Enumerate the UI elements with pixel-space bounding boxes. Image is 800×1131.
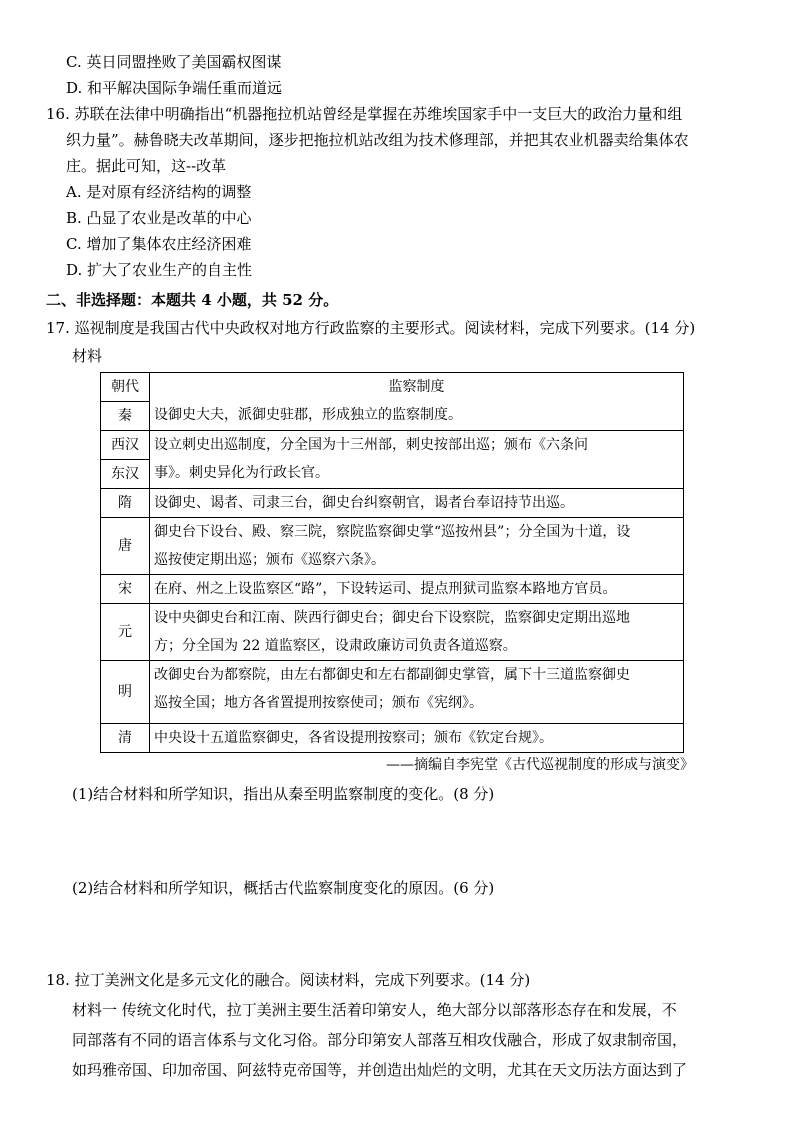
dynasty-donghan: 东汉	[101, 460, 150, 489]
q18-para-line3: 如玛雅帝国、印加帝国、阿兹特克帝国等，并创造出灿烂的文明，尤其在天文历法方面达到了	[72, 1061, 688, 1079]
q16-stem-line3: 庄。据此可知，这--改革	[66, 157, 227, 175]
header-system-label: 监察制度	[388, 379, 445, 395]
q17-stem: 17. 巡视制度是我国古代中央政权对地方行政监察的主要形式。阅读材料，完成下列要求。(14 分)	[46, 319, 696, 337]
q16-stem-line2: 织力量”。赫鲁晓夫改革期间，逐步把拖拉机站改组为技术修理部，并把其农业机器卖给集体农	[66, 131, 689, 149]
table-row	[101, 661, 684, 724]
table-row	[101, 489, 684, 518]
table-row-ming-text1: 改御史台为都察院，由左右都御史和左右都副御史掌管，属下十三道监察御史	[154, 667, 630, 683]
ming-text-cell	[150, 661, 684, 724]
dynasty-qin: 秦	[101, 402, 150, 431]
table-row	[101, 604, 684, 661]
section-heading: 二、非选择题：本题共 4 小题，共 52 分。	[46, 291, 339, 309]
table-row-tang-text1: 御史台下设台、殿、察三院，察院监察御史掌“巡按州县”；分全国为十道，设	[154, 524, 631, 540]
q16-option-b: B. 凸显了农业是改革的中心	[66, 209, 252, 227]
table-row-ming-text2: 巡按全国；地方各省置提刑按察使司；颁布《宪纲》。	[154, 695, 483, 711]
table-header-row	[101, 373, 684, 402]
q18-para-line2: 同部落有不同的语言体系与文化习俗。部分印第安人部落互相攻伐融合，形成了奴隶制帝国，	[72, 1031, 688, 1049]
tang-text-cell	[150, 518, 684, 575]
table-row-qing-text: 中央设十五道监察御史，各省设提刑按察司；颁布《钦定台规》。	[150, 724, 684, 753]
table-row	[101, 575, 684, 604]
dynasty-xihan: 西汉	[101, 431, 150, 460]
table-row	[101, 518, 684, 575]
header-system	[150, 373, 684, 431]
yuan-text-cell	[150, 604, 684, 661]
table-row	[101, 724, 684, 753]
q18-stem: 18. 拉丁美洲文化是多元文化的融合。阅读材料，完成下列要求。(14 分)	[46, 971, 531, 989]
table-row-song-text: 在府、州之上设监察区“路”，下设转运司、提点刑狱司监察本路地方官员。	[150, 575, 684, 604]
supervision-table	[100, 372, 684, 753]
q15-option-c: C. 英日同盟挫败了美国霸权图谋	[66, 53, 282, 71]
table-row-qin-text: 设御史大夫，派御史驻郡，形成独立的监察制度。	[154, 407, 462, 423]
q18-para-line1: 材料一 传统文化时代，拉丁美洲主要生活着印第安人，绝大部分以部落形态存在和发展，不	[72, 1001, 677, 1019]
han-text-cell	[150, 431, 684, 489]
header-dynasty: 朝代	[101, 373, 150, 402]
dynasty-qing: 清	[101, 724, 150, 753]
table-row	[101, 431, 684, 460]
q17-sub2: (2)结合材料和所学知识，概括古代监察制度变化的原因。(6 分)	[72, 879, 495, 897]
dynasty-ming: 明	[101, 661, 150, 724]
table-row-sui-text: 设御史、谒者、司隶三台，御史台纠察朝官，谒者台奉诏持节出巡。	[150, 489, 684, 518]
table-row-donghan-text: 事》。刺史异化为行政长官。	[154, 465, 329, 481]
dynasty-yuan: 元	[101, 604, 150, 661]
q17-sub1: (1)结合材料和所学知识，指出从秦至明监察制度的变化。(8 分)	[72, 785, 495, 803]
table-row-yuan-text1: 设中央御史台和江南、陕西行御史台；御史台下设察院，监察御史定期出巡地	[154, 610, 630, 626]
dynasty-tang: 唐	[101, 518, 150, 575]
table-row-xihan-text: 设立刺史出巡制度，分全国为十三州部，刺史按部出巡；颁布《六条问	[154, 437, 588, 453]
q16-stem-line1: 16. 苏联在法律中明确指出“机器拖拉机站曾经是掌握在苏维埃国家手中一支巨大的政治力量和组	[46, 105, 683, 123]
q16-option-c: C. 增加了集体农庄经济困难	[66, 235, 252, 253]
dynasty-song: 宋	[101, 575, 150, 604]
q17-source: ——摘编自李宪堂《古代巡视制度的形成与演变》	[386, 757, 694, 773]
q17-material-label: 材料	[72, 347, 103, 365]
table-row-yuan-text2: 方；分全国为 22 道监察区，设肃政廉访司负责各道巡察。	[154, 638, 517, 654]
q16-option-d: D. 扩大了农业生产的自主性	[66, 261, 253, 279]
q16-option-a: A. 是对原有经济结构的调整	[66, 183, 252, 201]
q15-option-d: D. 和平解决国际争端任重而道远	[66, 79, 283, 97]
table-row-tang-text2: 巡按使定期出巡；颁布《巡察六条》。	[154, 552, 385, 568]
dynasty-sui: 隋	[101, 489, 150, 518]
